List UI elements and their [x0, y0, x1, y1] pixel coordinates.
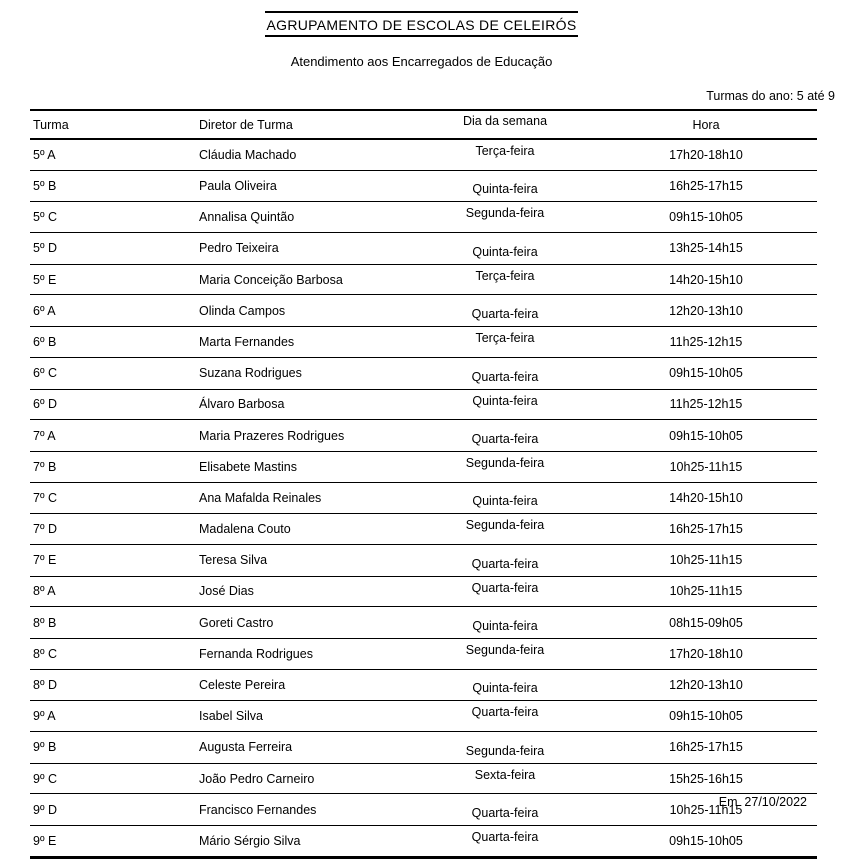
- schedule-table-header: [30, 110, 817, 139]
- hora-cell: 08h15-09h05: [595, 607, 817, 639]
- table-row: [30, 420, 817, 452]
- dia-cell: Quarta-feira: [415, 826, 595, 858]
- turma-cell: 5º B: [30, 170, 197, 202]
- table-row: [30, 357, 817, 389]
- dia-cell: Segunda-feira: [415, 451, 595, 482]
- column-header-dia: Dia da semana: [415, 110, 595, 139]
- dia-cell: Terça-feira: [415, 139, 595, 170]
- dia-cell: Quinta-feira: [415, 482, 595, 514]
- turma-cell: 7º E: [30, 544, 197, 576]
- dia-cell: Quinta-feira: [415, 669, 595, 701]
- table-row: [30, 451, 817, 482]
- dia-cell: Quarta-feira: [415, 576, 595, 607]
- diretor-cell: João Pedro Carneiro: [197, 763, 415, 794]
- table-row: [30, 794, 817, 826]
- diretor-cell: Augusta Ferreira: [197, 732, 415, 764]
- issue-date: Em 27/10/2022: [718, 795, 807, 809]
- dia-cell: Terça-feira: [415, 327, 595, 358]
- diretor-cell: Maria Conceição Barbosa: [197, 264, 415, 295]
- column-header-turma: Turma: [30, 110, 197, 139]
- dia-cell: Terça-feira: [415, 264, 595, 295]
- table-row: [30, 763, 817, 794]
- year-range-note: Turmas do ano: 5 até 9: [706, 89, 835, 103]
- dia-cell: Segunda-feira: [415, 514, 595, 545]
- table-row: [30, 514, 817, 545]
- turma-cell: 6º D: [30, 389, 197, 420]
- diretor-cell: Álvaro Barbosa: [197, 389, 415, 420]
- turma-cell: 9º B: [30, 732, 197, 764]
- table-row: [30, 264, 817, 295]
- turma-cell: 9º D: [30, 794, 197, 826]
- turma-cell: 9º A: [30, 701, 197, 732]
- dia-cell: Segunda-feira: [415, 732, 595, 764]
- diretor-cell: Teresa Silva: [197, 544, 415, 576]
- hora-cell: 14h20-15h10: [595, 264, 817, 295]
- table-row: [30, 295, 817, 327]
- table-row: [30, 826, 817, 858]
- diretor-cell: Annalisa Quintão: [197, 202, 415, 233]
- table-row: [30, 389, 817, 420]
- header: [0, 0, 843, 37]
- dia-cell: Quarta-feira: [415, 357, 595, 389]
- hora-cell: 14h20-15h10: [595, 482, 817, 514]
- table-row: [30, 732, 817, 764]
- hora-cell: 09h15-10h05: [595, 357, 817, 389]
- dia-cell: Segunda-feira: [415, 639, 595, 670]
- diretor-cell: Marta Fernandes: [197, 327, 415, 358]
- hora-cell: 15h25-16h15: [595, 763, 817, 794]
- diretor-cell: Elisabete Mastins: [197, 451, 415, 482]
- dia-cell: Quarta-feira: [415, 701, 595, 732]
- turma-cell: 5º A: [30, 139, 197, 170]
- dia-cell: Segunda-feira: [415, 202, 595, 233]
- diretor-cell: Fernanda Rodrigues: [197, 639, 415, 670]
- page-title: AGRUPAMENTO DE ESCOLAS DE CELEIRÓS: [265, 11, 579, 37]
- diretor-cell: Isabel Silva: [197, 701, 415, 732]
- turma-cell: 6º B: [30, 327, 197, 358]
- turma-cell: 5º D: [30, 233, 197, 265]
- turma-cell: 5º E: [30, 264, 197, 295]
- table-row: [30, 139, 817, 170]
- table-row: [30, 701, 817, 732]
- diretor-cell: Maria Prazeres Rodrigues: [197, 420, 415, 452]
- turma-cell: 9º E: [30, 826, 197, 858]
- diretor-cell: Celeste Pereira: [197, 669, 415, 701]
- dia-cell: Quarta-feira: [415, 295, 595, 327]
- turma-cell: 7º B: [30, 451, 197, 482]
- hora-cell: 11h25-12h15: [595, 327, 817, 358]
- turma-cell: 6º C: [30, 357, 197, 389]
- hora-cell: 10h25-11h15: [595, 451, 817, 482]
- hora-cell: 17h20-18h10: [595, 639, 817, 670]
- hora-cell: 09h15-10h05: [595, 826, 817, 858]
- hora-cell: 09h15-10h05: [595, 420, 817, 452]
- dia-cell: Quinta-feira: [415, 170, 595, 202]
- table-row: [30, 576, 817, 607]
- turma-cell: 8º C: [30, 639, 197, 670]
- column-header-hora: Hora: [595, 110, 817, 139]
- turma-cell: 9º C: [30, 763, 197, 794]
- turma-cell: 8º D: [30, 669, 197, 701]
- turma-cell: 7º D: [30, 514, 197, 545]
- turma-cell: 7º A: [30, 420, 197, 452]
- column-header-diretor: Diretor de Turma: [197, 110, 415, 139]
- hora-cell: 16h25-17h15: [595, 170, 817, 202]
- diretor-cell: Mário Sérgio Silva: [197, 826, 415, 858]
- diretor-cell: Paula Oliveira: [197, 170, 415, 202]
- table-row: [30, 482, 817, 514]
- diretor-cell: Olinda Campos: [197, 295, 415, 327]
- hora-cell: 10h25-11h15: [595, 794, 817, 826]
- diretor-cell: Goreti Castro: [197, 607, 415, 639]
- table-row: [30, 202, 817, 233]
- table-row: [30, 544, 817, 576]
- dia-cell: Quarta-feira: [415, 420, 595, 452]
- header-row: [30, 110, 817, 139]
- hora-cell: 09h15-10h05: [595, 701, 817, 732]
- diretor-cell: Pedro Teixeira: [197, 233, 415, 265]
- hora-cell: 12h20-13h10: [595, 295, 817, 327]
- diretor-cell: José Dias: [197, 576, 415, 607]
- schedule-table: [30, 109, 817, 859]
- hora-cell: 16h25-17h15: [595, 732, 817, 764]
- turma-cell: 8º B: [30, 607, 197, 639]
- dia-cell: Quinta-feira: [415, 233, 595, 265]
- dia-cell: Sexta-feira: [415, 763, 595, 794]
- diretor-cell: Cláudia Machado: [197, 139, 415, 170]
- dia-cell: Quarta-feira: [415, 794, 595, 826]
- diretor-cell: Madalena Couto: [197, 514, 415, 545]
- diretor-cell: Francisco Fernandes: [197, 794, 415, 826]
- table-row: [30, 639, 817, 670]
- hora-cell: 13h25-14h15: [595, 233, 817, 265]
- hora-cell: 17h20-18h10: [595, 139, 817, 170]
- schedule-table-body: [30, 139, 817, 857]
- table-row: [30, 327, 817, 358]
- dia-cell: Quinta-feira: [415, 607, 595, 639]
- dia-cell: Quarta-feira: [415, 544, 595, 576]
- page-subtitle: Atendimento aos Encarregados de Educação: [290, 54, 553, 70]
- diretor-cell: Suzana Rodrigues: [197, 357, 415, 389]
- hora-cell: 12h20-13h10: [595, 669, 817, 701]
- table-row: [30, 669, 817, 701]
- table-row: [30, 170, 817, 202]
- hora-cell: 10h25-11h15: [595, 544, 817, 576]
- dia-cell: Quinta-feira: [415, 389, 595, 420]
- table-row: [30, 233, 817, 265]
- diretor-cell: Ana Mafalda Reinales: [197, 482, 415, 514]
- hora-cell: 10h25-11h15: [595, 576, 817, 607]
- turma-cell: 5º C: [30, 202, 197, 233]
- turma-cell: 8º A: [30, 576, 197, 607]
- table-row: [30, 607, 817, 639]
- turma-cell: 7º C: [30, 482, 197, 514]
- hora-cell: 11h25-12h15: [595, 389, 817, 420]
- hora-cell: 16h25-17h15: [595, 514, 817, 545]
- turma-cell: 6º A: [30, 295, 197, 327]
- hora-cell: 09h15-10h05: [595, 202, 817, 233]
